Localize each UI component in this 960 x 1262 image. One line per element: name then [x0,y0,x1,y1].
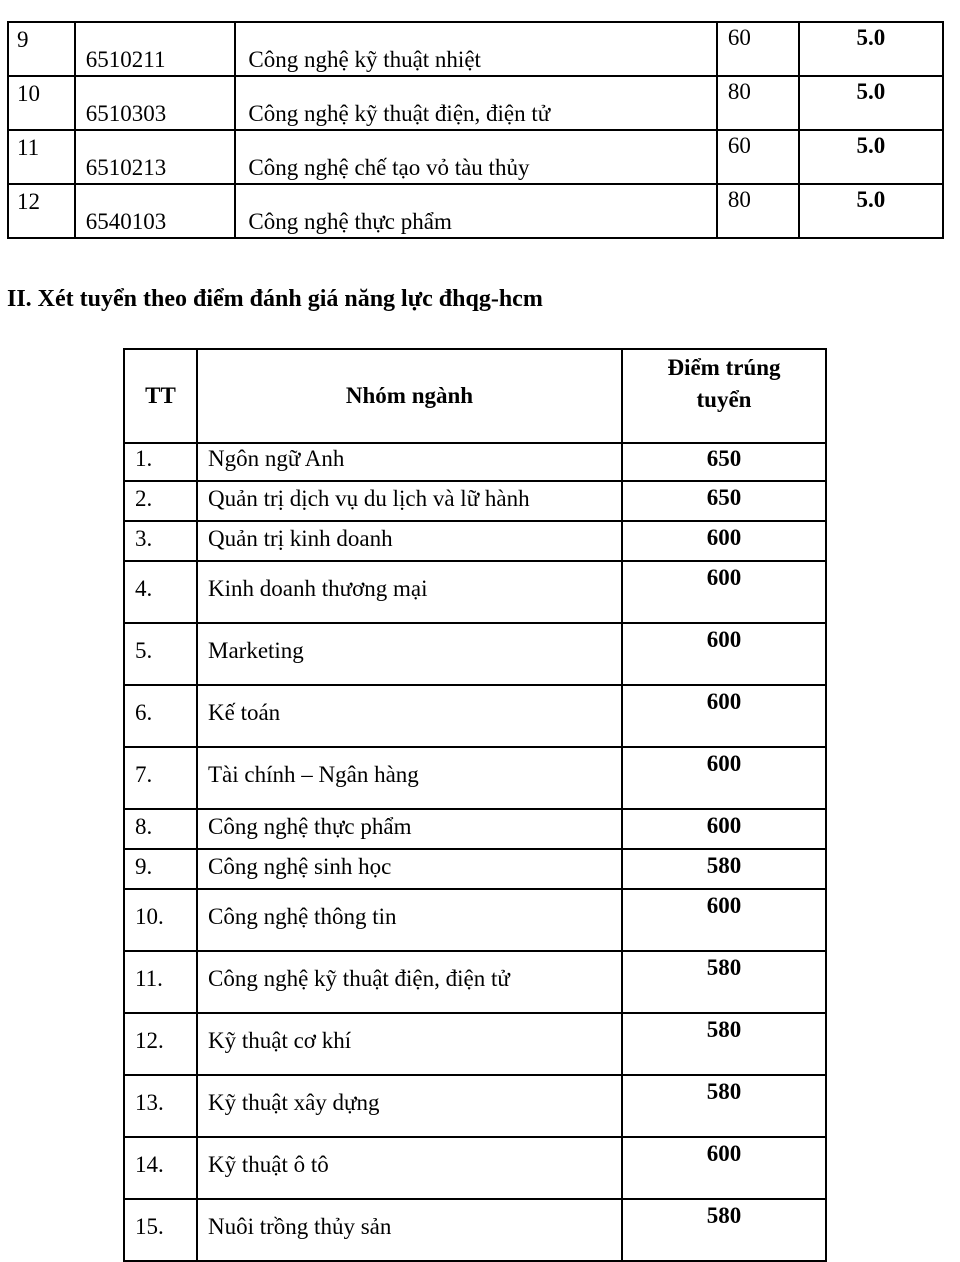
table-row [124,685,826,747]
row-number: 6. [124,685,197,747]
row-number: 5. [124,623,197,685]
row-number: 11. [124,951,197,1013]
group-score: 600 [622,685,826,747]
group-name: Ngôn ngữ Anh [197,443,622,481]
group-name: Tài chính – Ngân hàng [197,747,622,809]
table-row [124,521,826,561]
group-score: 580 [622,1075,826,1137]
header-tt: TT [124,349,197,443]
group-score: 580 [622,951,826,1013]
row-number: 12 [8,184,75,238]
table-row [124,1013,826,1075]
group-name: Nuôi trồng thủy sản [197,1199,622,1261]
header-score-line1: Điểm trúng [667,355,781,380]
table-row [124,1075,826,1137]
group-score: 600 [622,747,826,809]
program-name: Công nghệ kỹ thuật nhiệt [235,22,717,76]
group-name: Công nghệ thông tin [197,889,622,951]
group-name: Kỹ thuật ô tô [197,1137,622,1199]
header-score-line2: tuyển [696,387,752,412]
row-number: 12. [124,1013,197,1075]
admission-score-table [123,348,827,1262]
group-name: Công nghệ kỹ thuật điện, điện tử [197,951,622,1013]
row-number: 8. [124,809,197,849]
program-quota: 80 [717,184,799,238]
program-quota: 80 [717,76,799,130]
row-number: 9 [8,22,75,76]
row-number: 1. [124,443,197,481]
group-name: Kỹ thuật xây dựng [197,1075,622,1137]
table-row [124,443,826,481]
table-row [124,809,826,849]
program-code: 6510303 [75,76,236,130]
table-row [8,184,943,238]
table-row [8,22,943,76]
group-score: 600 [622,521,826,561]
header-score [622,349,826,443]
table-row [124,481,826,521]
program-code: 6510211 [75,22,236,76]
program-score: 5.0 [799,130,943,184]
group-score: 650 [622,443,826,481]
row-number: 9. [124,849,197,889]
program-code: 6510213 [75,130,236,184]
row-number: 4. [124,561,197,623]
group-name: Quản trị dịch vụ du lịch và lữ hành [197,481,622,521]
group-score: 600 [622,561,826,623]
table-row [124,561,826,623]
program-quota: 60 [717,130,799,184]
group-score: 580 [622,1013,826,1075]
table-row [124,623,826,685]
table-row [8,130,943,184]
program-name: Công nghệ chế tạo vỏ tàu thủy [235,130,717,184]
program-quota: 60 [717,22,799,76]
table-row [124,951,826,1013]
program-score: 5.0 [799,76,943,130]
row-number: 11 [8,130,75,184]
table-row [124,747,826,809]
table-row [124,849,826,889]
table-row [124,889,826,951]
row-number: 15. [124,1199,197,1261]
group-name: Công nghệ thực phẩm [197,809,622,849]
group-score: 600 [622,889,826,951]
row-number: 14. [124,1137,197,1199]
program-score: 5.0 [799,22,943,76]
group-score: 650 [622,481,826,521]
group-score: 580 [622,1199,826,1261]
program-score: 5.0 [799,184,943,238]
group-name: Kỹ thuật cơ khí [197,1013,622,1075]
program-name: Công nghệ kỹ thuật điện, điện tử [235,76,717,130]
section-heading: II. Xét tuyển theo điểm đánh giá năng lực đhqg-hcm [7,286,543,312]
program-quota-table [7,21,944,239]
table-header-row [124,349,826,443]
header-group: Nhóm ngành [197,349,622,443]
row-number: 2. [124,481,197,521]
row-number: 10 [8,76,75,130]
group-name: Quản trị kinh doanh [197,521,622,561]
group-score: 600 [622,809,826,849]
table-row [124,1137,826,1199]
row-number: 10. [124,889,197,951]
row-number: 13. [124,1075,197,1137]
table-row [8,76,943,130]
row-number: 3. [124,521,197,561]
group-name: Marketing [197,623,622,685]
group-name: Kế toán [197,685,622,747]
row-number: 7. [124,747,197,809]
group-name: Công nghệ sinh học [197,849,622,889]
group-name: Kinh doanh thương mại [197,561,622,623]
program-name: Công nghệ thực phẩm [235,184,717,238]
group-score: 600 [622,623,826,685]
group-score: 580 [622,849,826,889]
program-code: 6540103 [75,184,236,238]
group-score: 600 [622,1137,826,1199]
table-row [124,1199,826,1261]
